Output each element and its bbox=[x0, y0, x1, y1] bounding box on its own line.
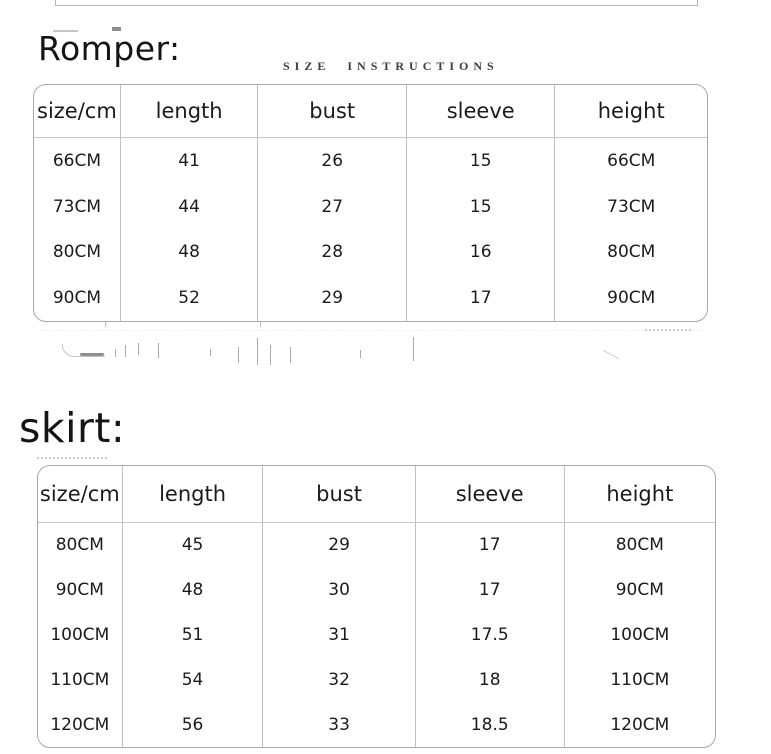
table-cell: 100CM bbox=[38, 613, 123, 658]
table-cell: 44 bbox=[121, 184, 259, 230]
table-cell: 73CM bbox=[34, 184, 121, 230]
table-cell: 120CM bbox=[38, 702, 123, 747]
table-cell: 90CM bbox=[607, 288, 656, 309]
table-cell: 18 bbox=[416, 657, 565, 702]
table-cell: 110CM bbox=[610, 669, 670, 690]
table-cell: 51 bbox=[123, 613, 264, 658]
column-header-height: height bbox=[565, 466, 715, 523]
table-cell: 90CM bbox=[34, 275, 121, 321]
scan-noise-band bbox=[40, 330, 700, 331]
column-header-height: height bbox=[555, 85, 706, 138]
table-cell: 33 bbox=[263, 702, 415, 747]
remnant-dot-cluster bbox=[645, 329, 691, 331]
table-cell: 15 bbox=[407, 138, 556, 184]
table-cell: 80CM bbox=[615, 535, 664, 556]
table-cell: 120CM bbox=[610, 714, 670, 735]
table-cell: 56 bbox=[123, 702, 264, 747]
table-cell: 17 bbox=[407, 275, 556, 321]
romper-heading: Romper: bbox=[38, 29, 181, 68]
table-cell: 48 bbox=[121, 230, 259, 276]
table-cell: 15 bbox=[407, 184, 556, 230]
remnant-tick bbox=[360, 350, 361, 358]
table-cell: 66CM bbox=[607, 150, 656, 171]
remnant-tick bbox=[238, 347, 239, 363]
table-cell: 80CM bbox=[607, 242, 656, 263]
remnant-tick bbox=[125, 345, 126, 357]
remnant-dash bbox=[80, 353, 104, 356]
remnant-tick bbox=[138, 343, 139, 355]
column-header-bust: bust bbox=[258, 85, 407, 138]
table-cell: 41 bbox=[121, 138, 259, 184]
table-cell: 80CM bbox=[38, 523, 123, 568]
table-cell: 110CM bbox=[38, 657, 123, 702]
remnant-diagonal bbox=[603, 350, 619, 359]
column-header-sleeve: sleeve bbox=[407, 85, 556, 138]
table-cell: 32 bbox=[263, 657, 415, 702]
remnant-tick bbox=[270, 345, 271, 365]
remnant-tick bbox=[105, 322, 106, 327]
table-cell: 48 bbox=[123, 568, 264, 613]
top-table-remnant-line bbox=[55, 5, 698, 6]
table-cell: 90CM bbox=[615, 580, 664, 601]
table-cell: 73CM bbox=[607, 196, 656, 217]
column-header-bust: bust bbox=[263, 466, 415, 523]
size-instructions-label: SIZE INSTRUCTIONS bbox=[283, 59, 499, 73]
smudge-dots bbox=[37, 457, 107, 459]
table-cell: 18.5 bbox=[416, 702, 565, 747]
column-header-length: length bbox=[121, 85, 259, 138]
remnant-tick bbox=[115, 349, 116, 357]
table-cell: 17 bbox=[416, 568, 565, 613]
romper-size-table bbox=[33, 84, 708, 322]
table-cell: 17.5 bbox=[416, 613, 565, 658]
column-header-size-cm: size/cm bbox=[34, 85, 121, 138]
table-cell: 31 bbox=[263, 613, 415, 658]
table-cell: 90CM bbox=[38, 568, 123, 613]
table-cell: 100CM bbox=[610, 624, 670, 645]
table-cell: 17 bbox=[416, 523, 565, 568]
remnant-tick bbox=[210, 349, 211, 356]
top-table-remnant-right-tick bbox=[697, 0, 698, 6]
column-header-size-cm: size/cm bbox=[38, 466, 123, 523]
table-cell: 45 bbox=[123, 523, 264, 568]
table-cell: 54 bbox=[123, 657, 264, 702]
column-header-length: length bbox=[123, 466, 264, 523]
table-cell: 29 bbox=[258, 275, 407, 321]
table-cell: 80CM bbox=[34, 230, 121, 276]
table-cell: 28 bbox=[258, 230, 407, 276]
remnant-tick bbox=[257, 338, 258, 365]
skirt-size-table bbox=[37, 465, 716, 748]
table-cell: 16 bbox=[407, 230, 556, 276]
remnant-tick bbox=[290, 347, 291, 363]
remnant-tick bbox=[158, 343, 159, 358]
table-cell: 26 bbox=[258, 138, 407, 184]
table-cell: 66CM bbox=[34, 138, 121, 184]
remnant-tick bbox=[260, 322, 261, 327]
table-cell: 52 bbox=[121, 275, 259, 321]
column-header-sleeve: sleeve bbox=[416, 466, 565, 523]
skirt-heading: skirt: bbox=[19, 404, 126, 452]
table-cell: 27 bbox=[258, 184, 407, 230]
remnant-tick bbox=[413, 337, 414, 361]
table-cell: 29 bbox=[263, 523, 415, 568]
table-cell: 30 bbox=[263, 568, 415, 613]
